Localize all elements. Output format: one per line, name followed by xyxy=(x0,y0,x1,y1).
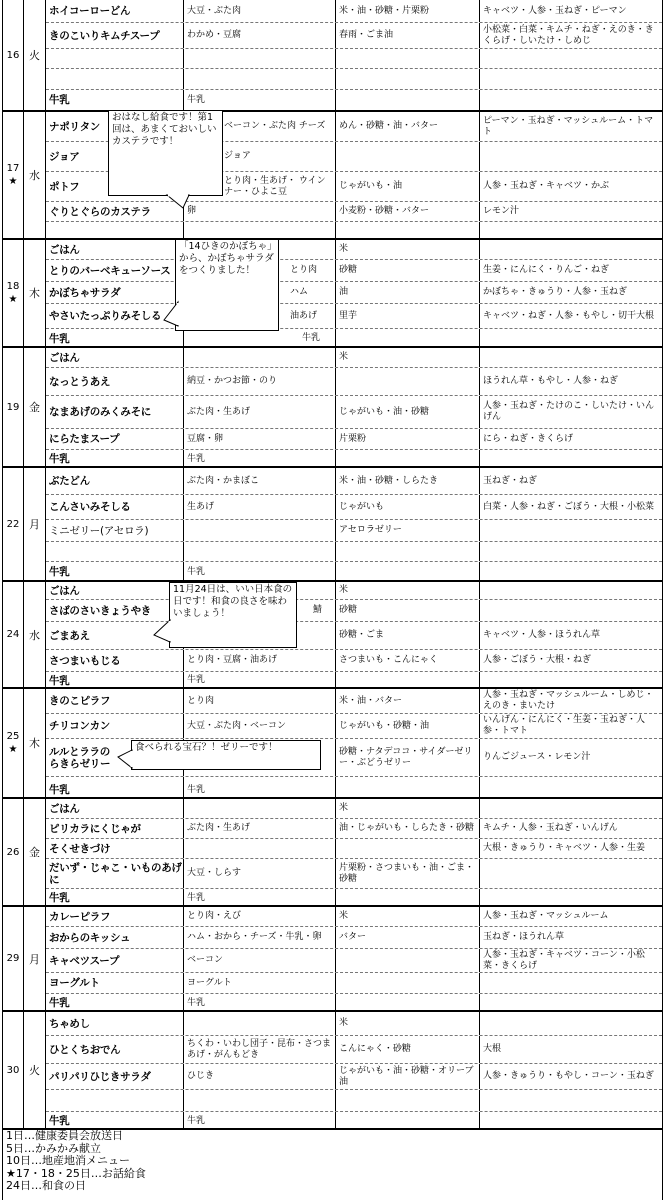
green-group-cell: 生姜・にんにく・りんご・ねぎ xyxy=(479,260,662,281)
yellow-group-cell: 米・油・バター xyxy=(335,689,478,713)
menu-row xyxy=(46,562,662,582)
red-group-cell: ジョア xyxy=(183,142,334,171)
menu-row xyxy=(46,1090,662,1112)
menu-row xyxy=(46,49,662,69)
dish-name: ぶたどん xyxy=(49,475,90,487)
footer-note: 10日…地産地消メニュー xyxy=(6,1154,130,1167)
menu-row xyxy=(46,1036,662,1064)
menu-row xyxy=(46,348,662,368)
day-block xyxy=(3,0,662,110)
menu-row xyxy=(46,90,662,110)
footer-note: 1日…健康委員会放送日 xyxy=(6,1129,123,1142)
weekday-cell: 金 xyxy=(24,799,46,905)
menu-row xyxy=(46,582,662,600)
red-group-cell: ちくわ・いわし団子・昆布・さつまあげ・がんもどき xyxy=(183,1036,334,1063)
green-group-cell: かぼちゃ・きゅうり・人参・玉ねぎ xyxy=(479,282,662,303)
dish-name: ちゃめし xyxy=(49,1017,90,1030)
red-group-cell: 牛乳 xyxy=(183,90,334,110)
menu-row xyxy=(46,368,662,396)
footer-note: 5日…かみかみ献立 xyxy=(6,1141,101,1155)
weekday-cell: 月 xyxy=(24,468,46,580)
yellow-group-cell: 片栗粉 xyxy=(335,429,478,449)
day-block xyxy=(3,346,662,466)
green-group-cell xyxy=(479,1090,662,1111)
red-group-cell: 大豆・ぶた肉・ベーコン xyxy=(183,714,334,738)
red-group-cell: 納豆・かつお節・のり xyxy=(183,368,334,395)
dish-name: ミニゼリー(アセロラ) xyxy=(49,524,149,537)
day-block xyxy=(3,110,662,238)
dish-name: カレーピラフ xyxy=(49,910,111,923)
red-group-cell: 牛乳 xyxy=(183,994,334,1012)
day-block xyxy=(3,1010,662,1128)
green-group-cell xyxy=(479,582,662,599)
yellow-group-cell: こんにゃく・砂糖 xyxy=(335,1036,478,1063)
green-group-cell: 人参・玉ねぎ・キャベツ・コーン・小松菜・きくらげ xyxy=(479,949,662,972)
green-group-cell: 人参・玉ねぎ・マッシュルーム・しめじ・えのき・まいたけ xyxy=(479,689,662,713)
red-group-cell: 牛乳 xyxy=(183,562,334,582)
dish-name: おからのキッシュ xyxy=(49,931,131,944)
dish-name: キャベツスープ xyxy=(49,954,120,967)
yellow-group-cell xyxy=(335,368,478,395)
dish-name: ジョア xyxy=(49,150,80,163)
green-group-cell: 人参・玉ねぎ・キャベツ・かぶ xyxy=(479,172,662,201)
yellow-group-cell: アセロラゼリー xyxy=(335,520,478,541)
red-group-cell xyxy=(183,799,334,818)
red-group-cell xyxy=(183,520,334,541)
yellow-group-cell: じゃがいも・油・砂糖・オリーブ油 xyxy=(335,1064,478,1089)
dish-name: にらたまスープ xyxy=(49,433,120,445)
dish-name: ピリカラにくじゃが xyxy=(49,822,141,835)
dish-name: ごはん xyxy=(49,243,80,256)
yellow-group-cell xyxy=(335,949,478,972)
green-group-cell: キャベツ・人参・玉ねぎ・ピーマン xyxy=(479,0,662,22)
red-group-cell xyxy=(183,839,334,858)
red-group-cell: わかめ・豆腐 xyxy=(183,23,334,48)
green-group-cell xyxy=(479,542,662,561)
star-mark: ★ xyxy=(8,294,18,305)
red-group-cell: ベーコン・ぶた肉 チーズ xyxy=(183,112,334,141)
yellow-group-cell: 油 xyxy=(335,282,478,303)
menu-row xyxy=(46,819,662,839)
menu-row xyxy=(46,520,662,542)
menu-row xyxy=(46,927,662,949)
red-group-cell: ハム xyxy=(183,282,334,303)
yellow-group-cell: 米 xyxy=(335,348,478,367)
green-group-cell xyxy=(479,799,662,818)
green-group-cell: 人参・玉ねぎ・たけのこ・しいたけ・いんげん xyxy=(479,396,662,428)
dish-name: ひとくちおでん xyxy=(49,1043,121,1056)
yellow-group-cell xyxy=(335,142,478,171)
dish-name xyxy=(46,49,182,68)
red-group-cell: ベーコン xyxy=(183,949,334,972)
dish-name: 牛乳 xyxy=(49,1115,70,1127)
red-group-cell: ぶた肉・生あげ xyxy=(183,396,334,428)
menu-row xyxy=(46,495,662,520)
date-cell xyxy=(3,348,24,466)
yellow-group-cell: 砂糖・ごま xyxy=(335,622,478,649)
weekday-cell: 木 xyxy=(24,689,46,797)
green-group-cell xyxy=(479,520,662,541)
yellow-group-cell: 米・油・砂糖・しらたき xyxy=(335,468,478,494)
date-cell xyxy=(3,468,24,580)
red-group-cell: とり肉・豆腐・油あげ xyxy=(183,650,334,671)
dish-name: きのこいりキムチスープ xyxy=(49,29,160,42)
menu-row xyxy=(46,260,662,282)
menu-row xyxy=(46,429,662,450)
green-group-cell xyxy=(479,859,662,888)
dish-name: ヨーグルト xyxy=(49,977,100,989)
star-mark: ★ xyxy=(8,176,18,187)
green-group-cell: キャベツ・ねぎ・人参・もやし・切干大根 xyxy=(479,304,662,328)
menu-row xyxy=(46,468,662,495)
dish-name: チリコンカン xyxy=(49,720,110,732)
dish-name: ごはん xyxy=(49,802,80,815)
menu-row xyxy=(46,973,662,994)
date-number: 18 xyxy=(6,281,20,292)
dish-name: こんさいみそしる xyxy=(49,501,131,513)
menu-row xyxy=(46,304,662,329)
dish-name: ポトフ xyxy=(49,180,80,193)
red-group-cell: 牛乳 xyxy=(183,781,334,799)
yellow-group-cell: 小麦粉・砂糖・バター xyxy=(335,202,478,221)
speech-bubble-text: 11月24日は、いい日本食の日です！和食の良さを味わいましょう！ xyxy=(173,584,293,619)
yellow-group-cell: 米 xyxy=(335,240,478,259)
menu-row xyxy=(46,907,662,927)
red-group-cell: ひじき xyxy=(183,1064,334,1089)
menu-row xyxy=(46,714,662,739)
speech-bubble-tail-18 xyxy=(163,300,179,330)
dish-name: 牛乳 xyxy=(49,453,70,465)
green-group-cell: 人参・ごぼう・大根・ねぎ xyxy=(479,650,662,671)
green-group-cell xyxy=(479,348,662,367)
menu-row xyxy=(46,69,662,90)
red-group-cell xyxy=(183,542,334,561)
date-number: 19 xyxy=(6,401,20,413)
red-group-cell: ヨーグルト xyxy=(183,973,334,993)
green-group-cell: 玉ねぎ・ねぎ xyxy=(479,468,662,494)
yellow-group-cell xyxy=(335,562,478,582)
green-group-cell: キムチ・人参・玉ねぎ・いんげん xyxy=(479,819,662,838)
weekday-cell: 月 xyxy=(24,907,46,1010)
date-number: 29 xyxy=(6,953,20,964)
yellow-group-cell xyxy=(335,839,478,858)
dish-name: 牛乳 xyxy=(49,94,70,106)
date-cell xyxy=(3,240,24,346)
yellow-group-cell: じゃがいも xyxy=(335,495,478,519)
speech-bubble-24 xyxy=(169,582,297,648)
red-group-cell: ぶた肉・かまぼこ xyxy=(183,468,334,494)
yellow-group-cell: じゃがいも・油・砂糖 xyxy=(335,396,478,428)
day-block xyxy=(3,580,662,687)
dish-name: なまあげのみくみそに xyxy=(49,406,151,418)
dish-name: 牛乳 xyxy=(49,997,70,1009)
red-group-cell: 牛乳 xyxy=(183,889,334,907)
date-cell xyxy=(3,582,24,687)
yellow-group-cell: 油・じゃがいも・しらたき・砂糖 xyxy=(335,819,478,838)
menu-row xyxy=(46,859,662,889)
red-group-cell xyxy=(183,1090,334,1111)
yellow-group-cell: 里芋 xyxy=(335,304,478,328)
date-number: 26 xyxy=(6,846,20,858)
dish-name: 牛乳 xyxy=(49,332,70,345)
date-number: 30 xyxy=(6,1064,20,1076)
green-group-cell: りんごジュース・レモン汁 xyxy=(479,739,662,776)
speech-bubble-text: 食べられる宝石？！ゼリーです！ xyxy=(135,742,278,753)
weekday-cell: 水 xyxy=(24,112,46,238)
dish-name: ホイコーローどん xyxy=(49,5,131,17)
green-group-cell: 大根・きゅうり・キャベツ・人参・生姜 xyxy=(479,839,662,858)
green-group-cell xyxy=(479,973,662,993)
dish-name: ごはん xyxy=(49,584,80,597)
green-group-cell: 人参・きゅうり・もやし・コーン・玉ねぎ xyxy=(479,1064,662,1089)
dish-name: だいず・じゃこ・いものあげに xyxy=(49,861,182,886)
menu-row xyxy=(46,282,662,304)
dish-name: ごまあえ xyxy=(49,629,90,642)
date-cell xyxy=(3,1012,24,1128)
speech-bubble-text: 「14ひきのかぼちゃ」から、かぼちゃサラダをつくりました！ xyxy=(179,241,274,276)
green-group-cell: いんげん・にんにく・生姜・玉ねぎ・人参・トマト xyxy=(479,714,662,738)
red-group-cell: 卵 xyxy=(183,202,334,221)
green-group-cell: レモン汁 xyxy=(479,202,662,221)
weekday-cell: 金 xyxy=(24,348,46,466)
red-group-cell: 牛乳 xyxy=(183,329,334,348)
footer-note: 24日…和食の日 xyxy=(6,1179,86,1192)
date-number: 16 xyxy=(6,49,20,61)
green-group-cell: にら・ねぎ・きくらげ xyxy=(479,429,662,449)
yellow-group-cell xyxy=(335,69,478,89)
yellow-group-cell: 米 xyxy=(335,907,478,926)
dish-name: ぐりとぐらのカステラ xyxy=(49,205,151,218)
dish-name: なっとうあえ xyxy=(49,375,111,388)
date-cell xyxy=(3,112,24,238)
date-cell xyxy=(3,0,24,110)
red-group-cell xyxy=(183,69,334,89)
day-block xyxy=(3,466,662,580)
speech-bubble-tail-17 xyxy=(163,194,193,210)
dish-name: 牛乳 xyxy=(49,566,70,578)
date-cell xyxy=(3,907,24,1010)
green-group-cell: キャベツ・人参・ほうれん草 xyxy=(479,622,662,649)
dish-name: パリパリひじきサラダ xyxy=(49,1070,151,1083)
red-group-cell: ぶた肉・生あげ xyxy=(183,819,334,838)
dish-name: きのこピラフ xyxy=(49,695,111,707)
green-group-cell: ピーマン・玉ねぎ・マッシュルーム・トマト xyxy=(479,112,662,141)
date-number: 22 xyxy=(6,518,20,530)
green-group-cell: 白菜・人参・ねぎ・ごぼう・大根・小松菜 xyxy=(479,495,662,519)
green-group-cell xyxy=(479,1012,662,1035)
yellow-group-cell: めん・砂糖・油・バター xyxy=(335,112,478,141)
red-group-cell: とり肉・生あげ・ ウインナー・ひよこ豆 xyxy=(183,172,334,201)
green-group-cell: 玉ねぎ・ほうれん草 xyxy=(479,927,662,948)
star-mark: ★ xyxy=(8,744,18,755)
menu-row xyxy=(46,949,662,973)
yellow-group-cell: バター xyxy=(335,927,478,948)
menu-page xyxy=(2,0,663,1200)
green-group-cell xyxy=(479,562,662,582)
menu-row xyxy=(46,600,662,622)
red-group-cell: 大豆・しらす xyxy=(183,859,334,888)
date-number: 24 xyxy=(6,629,20,640)
day-block xyxy=(3,687,662,797)
red-group-cell: 牛乳 xyxy=(183,1112,334,1130)
yellow-group-cell: 米 xyxy=(335,1012,478,1035)
menu-row xyxy=(46,396,662,429)
dish-name: ナポリタン xyxy=(49,120,100,133)
red-group-cell: 油あげ xyxy=(183,304,334,328)
day-block xyxy=(3,905,662,1010)
red-group-cell: 豆腐・卵 xyxy=(183,429,334,449)
dish-name: 牛乳 xyxy=(49,674,70,687)
red-group-cell: 大豆・ぶた肉 xyxy=(183,0,334,22)
dish-name: そくせきづけ xyxy=(49,842,111,855)
dish-name: やさいたっぷりみそしる xyxy=(49,310,162,322)
footer-notes xyxy=(3,1128,662,1200)
dish-name xyxy=(46,1090,182,1111)
yellow-group-cell: 米 xyxy=(335,799,478,818)
dish-name: ルルとララの らきらゼリー xyxy=(49,745,111,770)
menu-row xyxy=(46,622,662,650)
red-group-cell: 鯖 xyxy=(183,600,334,621)
day-block xyxy=(3,797,662,905)
menu-row xyxy=(46,0,662,23)
yellow-group-cell: じゃがいも・油 xyxy=(335,172,478,201)
yellow-group-cell: 砂糖 xyxy=(335,600,478,621)
green-group-cell xyxy=(479,600,662,621)
red-group-cell: とり肉 xyxy=(183,689,334,713)
dish-name: さつまいもじる xyxy=(49,654,121,667)
yellow-group-cell xyxy=(335,973,478,993)
dish-name: ごはん xyxy=(49,351,80,364)
green-group-cell xyxy=(479,142,662,171)
green-group-cell: ほうれん草・もやし・人参・ねぎ xyxy=(479,368,662,395)
dish-name xyxy=(46,69,182,89)
weekday-cell: 火 xyxy=(24,1012,46,1128)
speech-bubble-text: おはなし給食です！第1回は、あまくておいしいカステラです！ xyxy=(112,112,217,147)
red-group-cell xyxy=(183,1012,334,1035)
yellow-group-cell: 春雨・ごま油 xyxy=(335,23,478,48)
yellow-group-cell: 砂糖 xyxy=(335,260,478,281)
speech-bubble-tail-24 xyxy=(153,618,171,646)
red-group-cell xyxy=(183,348,334,367)
weekday-cell: 水 xyxy=(24,582,46,687)
dish-name: 牛乳 xyxy=(49,892,70,904)
yellow-group-cell: じゃがいも・砂糖・油 xyxy=(335,714,478,738)
menu-row xyxy=(46,1064,662,1090)
red-group-cell: 生あげ xyxy=(183,495,334,519)
menu-row xyxy=(46,542,662,562)
red-group-cell: ハム・おから・チーズ・牛乳・卵 xyxy=(183,927,334,948)
yellow-group-cell: 砂糖・ナタデココ・サイダーゼリー・ぶどうゼリー xyxy=(335,739,478,776)
dish-name: 牛乳 xyxy=(49,784,70,796)
yellow-group-cell: 米・油・砂糖・片栗粉 xyxy=(335,0,478,22)
green-group-cell xyxy=(479,240,662,259)
red-group-cell: 牛乳 xyxy=(183,672,334,689)
yellow-group-cell xyxy=(335,1090,478,1111)
menu-row xyxy=(46,650,662,672)
yellow-group-cell xyxy=(335,542,478,561)
yellow-group-cell: 片栗粉・さつまいも・油・ごま・砂糖 xyxy=(335,859,478,888)
menu-row xyxy=(46,202,662,222)
day-block xyxy=(3,238,662,346)
menu-row xyxy=(46,240,662,260)
green-group-cell: 人参・玉ねぎ・マッシュルーム xyxy=(479,907,662,926)
red-group-cell: とり肉 xyxy=(183,260,334,281)
green-group-cell xyxy=(479,69,662,89)
speech-bubble-18 xyxy=(175,239,279,331)
dish-name: かぼちゃサラダ xyxy=(49,286,121,299)
red-group-cell: 牛乳 xyxy=(183,450,334,468)
speech-bubble-tail-25 xyxy=(117,748,133,770)
red-group-cell xyxy=(183,49,334,68)
green-group-cell xyxy=(479,49,662,68)
footer-note: ★17・18・25日…お話給食 xyxy=(6,1166,146,1180)
menu-row xyxy=(46,1012,662,1036)
green-group-cell xyxy=(479,90,662,110)
dish-name: さばのさいきょうやき xyxy=(49,604,151,617)
green-group-cell: 小松菜・白菜・キムチ・ねぎ・えのき・きくらげ・しいたけ・しめじ xyxy=(479,23,662,48)
yellow-group-cell xyxy=(335,90,478,110)
menu-row xyxy=(46,799,662,819)
yellow-group-cell xyxy=(335,49,478,68)
speech-bubble-17 xyxy=(108,110,223,196)
menu-row xyxy=(46,23,662,49)
weekday-cell: 木 xyxy=(24,240,46,346)
green-group-cell: 大根 xyxy=(479,1036,662,1063)
yellow-group-cell: さつまいも・こんにゃく xyxy=(335,650,478,671)
date-cell xyxy=(3,799,24,905)
menu-row xyxy=(46,839,662,859)
date-cell xyxy=(3,689,24,797)
date-number: 17 xyxy=(6,163,20,174)
dish-name: とりのバーベキューソース xyxy=(49,264,171,277)
weekday-cell: 火 xyxy=(24,0,46,110)
speech-bubble-25 xyxy=(131,740,321,770)
menu-row xyxy=(46,689,662,714)
yellow-group-cell: 米 xyxy=(335,582,478,599)
date-number: 25 xyxy=(6,731,20,742)
red-group-cell: とり肉・えび xyxy=(183,907,334,926)
dish-name xyxy=(46,542,182,561)
